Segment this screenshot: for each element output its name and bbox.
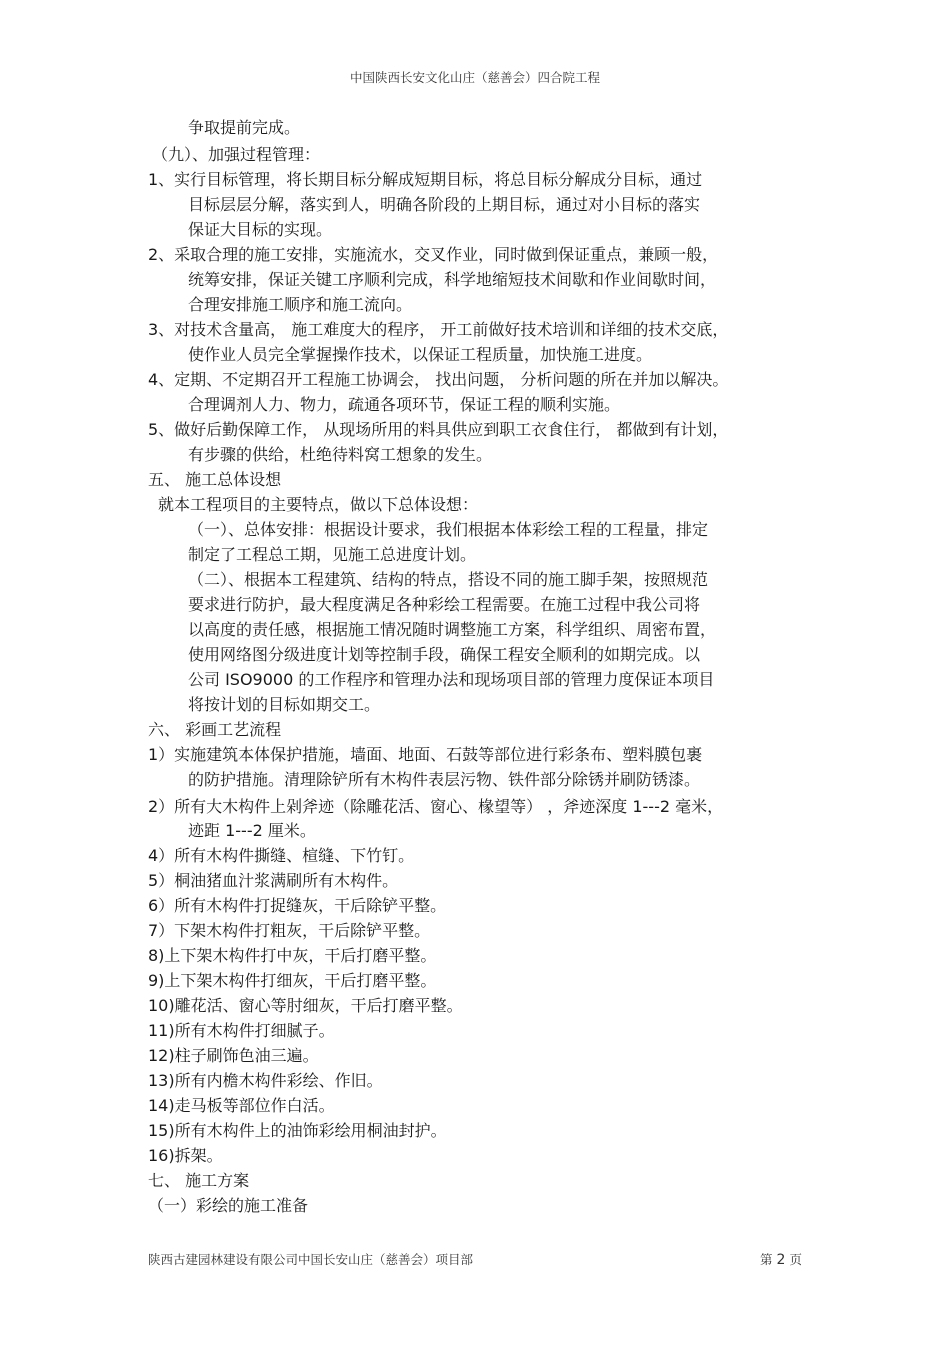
page-suffix: 页	[789, 1252, 802, 1267]
text-line: 合理调剂人力、物力，疏通各项环节，保证工程的顺利实施。	[188, 395, 621, 414]
text-line: 4、定期、不定期召开工程施工协调会， 找出问题， 分析问题的所在并加以解决。	[148, 370, 729, 389]
text-line: 使作业人员完全掌握操作技术，以保证工程质量，加快施工进度。	[188, 345, 653, 364]
text-line: 要求进行防护，最大程度满足各种彩绘工程需要。在施工过程中我公司将	[188, 595, 701, 614]
page-number-value: 2	[776, 1252, 786, 1268]
text-line: （二）、根据本工程建筑、结构的特点，搭设不同的施工脚手架，按照规范	[188, 570, 709, 589]
section-heading: 六、 彩画工艺流程	[148, 720, 282, 739]
text-line: 将按计划的目标如期交工。	[188, 695, 381, 714]
text-line: 6）所有木构件打捉缝灰，干后除铲平整。	[148, 896, 447, 915]
text-line: 3、对技术含量高， 施工难度大的程序， 开工前做好技术培训和详细的技术交底，	[148, 320, 729, 339]
text-line: 就本工程项目的主要特点，做以下总体设想：	[158, 495, 479, 514]
section-heading: 五、 施工总体设想	[148, 470, 282, 489]
text-line: 5）桐油猪血汁浆满刷所有木构件。	[148, 871, 399, 890]
text-line: 制定了工程总工期，见施工总进度计划。	[188, 545, 477, 564]
text-line: 使用网络图分级进度计划等控制手段，确保工程安全顺利的如期完成。以	[188, 645, 701, 664]
text-line: 迹距 1---2 厘米。	[188, 821, 316, 840]
text-line: 12)柱子刷饰色油三遍。	[148, 1046, 319, 1065]
text-line: 4）所有木构件撕缝、楦缝、下竹钉。	[148, 846, 415, 865]
page-prefix: 第	[760, 1252, 773, 1267]
text-line: （九）、加强过程管理：	[152, 145, 321, 164]
text-line: 2）所有大木构件上剁斧迹（除雕花活、窗心、椽望等） ，斧迹深度 1---2 毫米，	[148, 797, 724, 816]
text-line: 1）实施建筑本体保护措施，墙面、地面、石鼓等部位进行彩条布、塑料膜包裹	[148, 745, 703, 764]
text-line: 13)所有内檐木构件彩绘、作旧。	[148, 1071, 383, 1090]
text-line: 公司 ISO9000 的工作程序和管理办法和现场项目部的管理力度保证本项目	[188, 670, 715, 689]
text-line: 9)上下架木构件打细灰，干后打磨平整。	[148, 971, 437, 990]
text-line: 8)上下架木构件打中灰，干后打磨平整。	[148, 946, 437, 965]
text-line: 目标层层分解，落实到人，明确各阶段的上期目标，通过对小目标的落实	[188, 195, 701, 214]
text-line: 16)拆架。	[148, 1146, 223, 1165]
text-line: 统筹安排，保证关键工序顺利完成，科学地缩短技术间歇和作业间歇时间，	[188, 270, 717, 289]
text-line: 以高度的责任感，根据施工情况随时调整施工方案，科学组织、周密布置，	[188, 620, 717, 639]
text-line: （一）、总体安排：根据设计要求，我们根据本体彩绘工程的工程量，排定	[188, 520, 709, 539]
text-line: 合理安排施工顺序和施工流向。	[188, 295, 413, 314]
text-line: （一）彩绘的施工准备	[148, 1196, 309, 1215]
text-line: 7）下架木构件打粗灰，干后除铲平整。	[148, 921, 431, 940]
text-line: 的防护措施。清理除铲所有木构件表层污物、铁件部分除锈并刷防锈漆。	[188, 770, 701, 789]
text-line: 2、采取合理的施工安排，实施流水，交叉作业，同时做到保证重点，兼顾一般，	[148, 245, 719, 264]
text-line: 15)所有木构件上的油饰彩绘用桐油封护。	[148, 1121, 447, 1140]
text-line: 有步骤的供给，杜绝待料窝工想象的发生。	[188, 445, 493, 464]
page-number	[760, 1250, 802, 1268]
text-line: 10)雕花活、窗心等肘细灰，干后打磨平整。	[148, 996, 463, 1015]
text-line: 1、实行目标管理，将长期目标分解成短期目标，将总目标分解成分目标，通过	[148, 170, 703, 189]
text-line: 争取提前完成。	[188, 118, 301, 137]
footer-company: 陕西古建园林建设有限公司中国长安山庄（慈善会）项目部	[148, 1252, 474, 1267]
text-line: 保证大目标的实现。	[188, 220, 333, 239]
section-heading: 七、 施工方案	[148, 1171, 250, 1190]
page-header: 中国陕西长安文化山庄（慈善会）四合院工程	[349, 70, 600, 85]
text-line: 5、做好后勤保障工作， 从现场所用的料具供应到职工衣食住行， 都做到有计划，	[148, 420, 729, 439]
text-line: 14)走马板等部位作白活。	[148, 1096, 335, 1115]
text-line: 11)所有木构件打细腻子。	[148, 1021, 335, 1040]
